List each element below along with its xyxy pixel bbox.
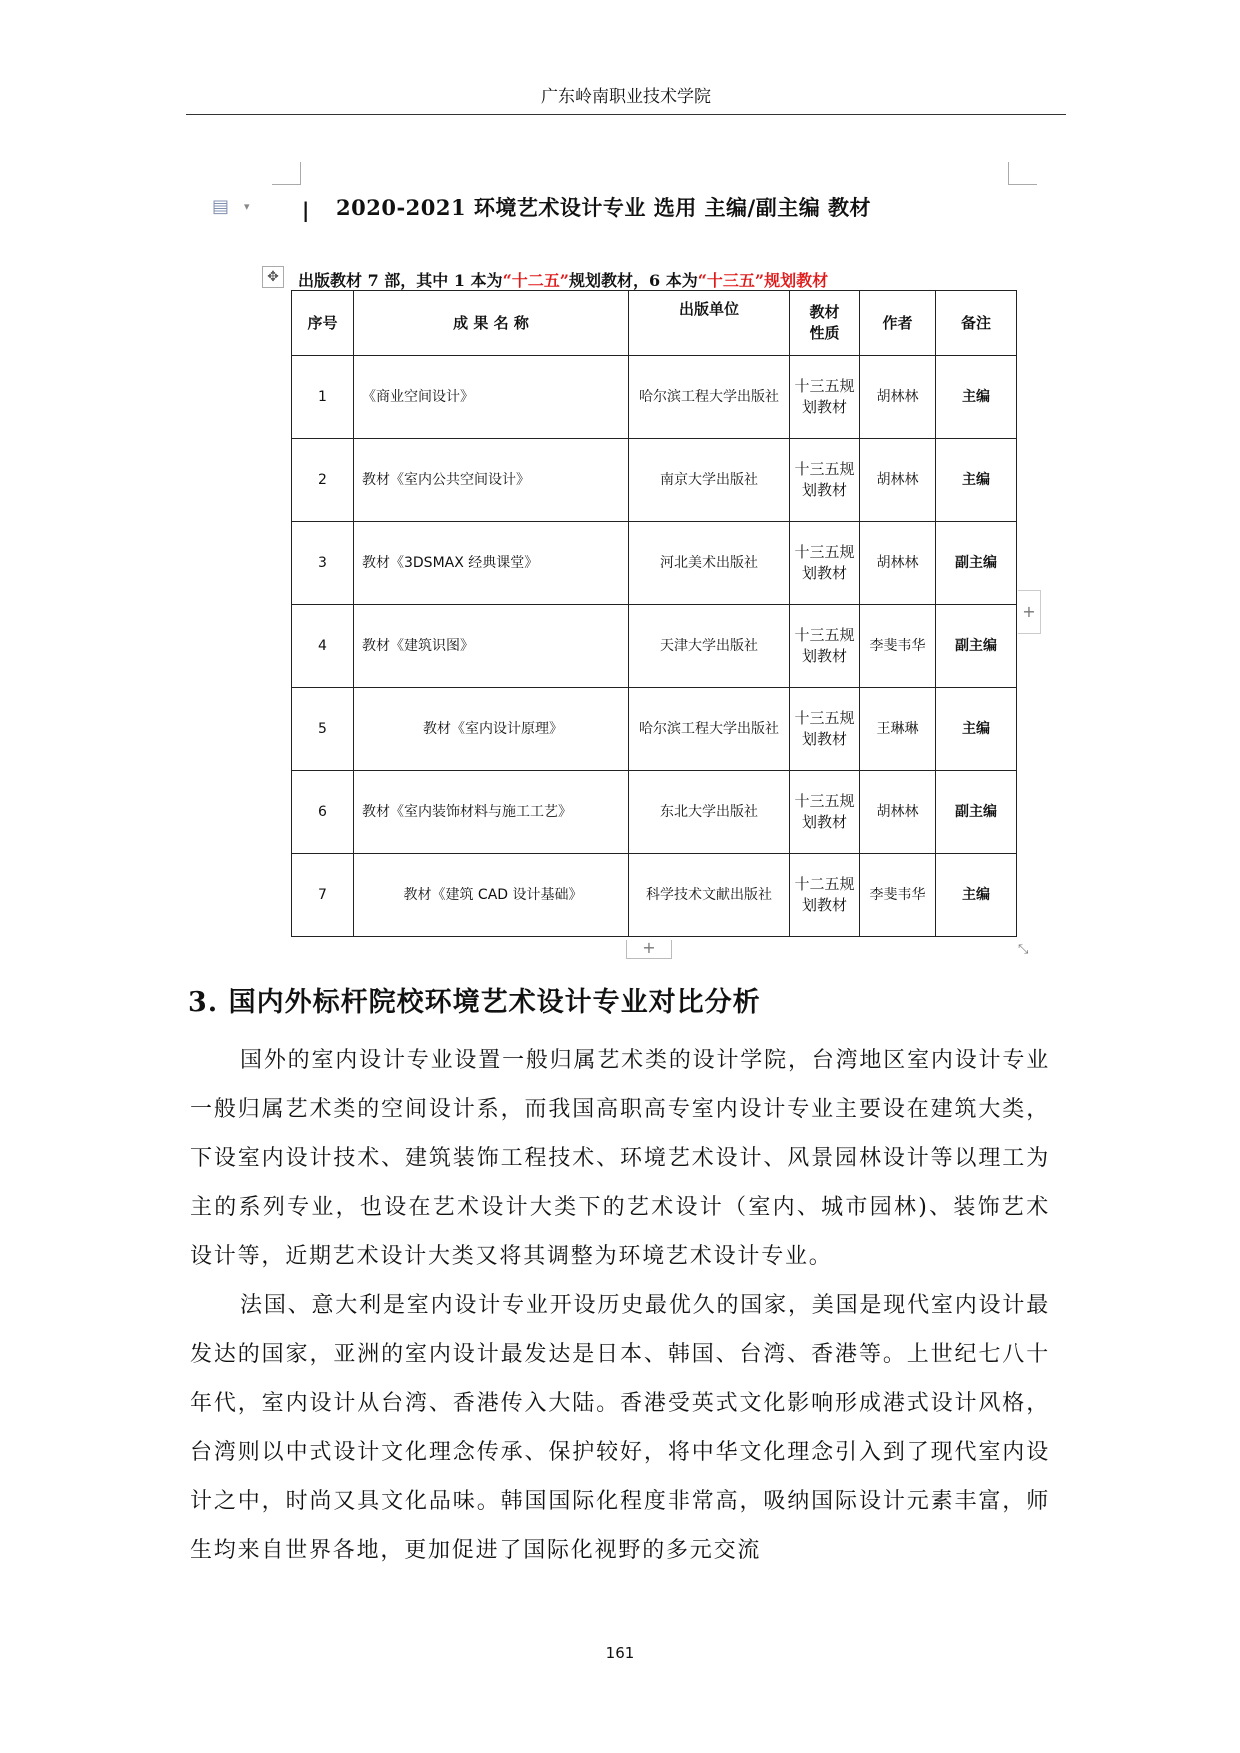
- textbook-table: [291, 290, 1017, 937]
- cell-publisher: 南京大学出版社: [629, 439, 790, 522]
- doc-heading: 2020-2021 环境艺术设计专业 选用 主编/副主编 教材: [336, 195, 872, 220]
- cell-name: 教材《室内公共空间设计》: [354, 439, 629, 522]
- cell-remark: 主编: [936, 854, 1017, 937]
- body-paragraph: 国外的室内设计专业设置一般归属艺术类的设计学院，台湾地区室内设计专业一般归属艺术类的空间设计系，而我国高职高专室内设计专业主要设在建筑大类，下设室内设计技术、建筑装饰工程技术、环境艺术设计、风景园林设计等以理工为主的系列专业，也设在艺术设计大类下的艺术设计（室内、城市园林)、装饰艺术设计等，近期艺术设计大类又将其调整为环境艺术设计专业。: [190, 1048, 1050, 1269]
- cell-no: 6: [292, 771, 354, 854]
- page-number: 161: [605, 1644, 635, 1662]
- caption-red2: “十三五”规划教材: [697, 271, 829, 290]
- cell-name: 教材《建筑识图》: [354, 605, 629, 688]
- cell-publisher: 科学技术文献出版社: [629, 854, 790, 937]
- cell-publisher: 哈尔滨工程大学出版社: [629, 688, 790, 771]
- text-cursor: |: [302, 198, 310, 222]
- cell-remark: 副主编: [936, 522, 1017, 605]
- cell-no: 7: [292, 854, 354, 937]
- section-title: 3. 国内外标杆院校环境艺术设计专业对比分析: [188, 987, 761, 1018]
- table-row: [292, 605, 1017, 688]
- cell-remark: 副主编: [936, 605, 1017, 688]
- table-row: [292, 356, 1017, 439]
- table-row: [292, 439, 1017, 522]
- page-header: [186, 82, 1066, 115]
- cell-remark: 主编: [936, 688, 1017, 771]
- cell-author: 李斐韦华: [860, 854, 936, 937]
- cell-remark: 副主编: [936, 771, 1017, 854]
- cell-nature: 十二五规划教材: [790, 854, 860, 937]
- table-row: [292, 688, 1017, 771]
- add-column-plus-icon[interactable]: +: [1018, 590, 1041, 634]
- cell-publisher: 哈尔滨工程大学出版社: [629, 356, 790, 439]
- table-row: [292, 771, 1017, 854]
- caption-part2: 规划教材，6 本为: [568, 271, 698, 290]
- cell-author: 胡林林: [860, 439, 936, 522]
- cell-no: 3: [292, 522, 354, 605]
- cell-nature: 十三五规划教材: [790, 439, 860, 522]
- header-author: 作者: [860, 291, 936, 356]
- cell-no: 5: [292, 688, 354, 771]
- chevron-down-icon[interactable]: ▾: [244, 200, 250, 213]
- cell-nature: 十三五规划教材: [790, 605, 860, 688]
- cell-author: 胡林林: [860, 522, 936, 605]
- header-remark: 备注: [936, 291, 1017, 356]
- cell-name: 《商业空间设计》: [354, 356, 629, 439]
- cell-nature: 十三五规划教材: [790, 688, 860, 771]
- margin-corner-right: [1008, 162, 1037, 185]
- table-caption: [298, 268, 828, 291]
- cell-name: 教材《建筑 CAD 设计基础》: [354, 854, 629, 937]
- cell-author: 胡林林: [860, 771, 936, 854]
- caption-part1: 出版教材 7 部，其中 1 本为: [298, 271, 503, 290]
- header-nature: 教材 性质: [790, 291, 860, 356]
- add-row-plus-icon[interactable]: +: [626, 940, 672, 959]
- cell-no: 4: [292, 605, 354, 688]
- body-paragraph: 法国、意大利是室内设计专业开设历史最优久的国家，美国是现代室内设计最发达的国家，亚洲的室内设计最发达是日本、韩国、台湾、香港等。上世纪七八十年代，室内设计从台湾、香港传入大陆。香港受英式文化影响形成港式设计风格，台湾则以中式设计文化理念传承、保护较好，将中华文化理念引入到了现代室内设计之中，时尚又具文化品味。韩国国际化程度非常高，吸纳国际设计元素丰富，师生均来自世界各地，更加促进了国际化视野的多元交流: [190, 1293, 1050, 1563]
- table-row: [292, 854, 1017, 937]
- cell-remark: 主编: [936, 356, 1017, 439]
- header-name: 成 果 名 称: [354, 291, 629, 356]
- cell-publisher: 天津大学出版社: [629, 605, 790, 688]
- table-row: [292, 522, 1017, 605]
- resize-icon[interactable]: ⤡: [1018, 942, 1029, 957]
- cell-author: 王琳琳: [860, 688, 936, 771]
- margin-corner-left: [272, 162, 301, 185]
- document-icon[interactable]: ▤: [212, 196, 230, 217]
- cell-author: 李斐韦华: [860, 605, 936, 688]
- header-no: 序号: [292, 291, 354, 356]
- cell-publisher: 东北大学出版社: [629, 771, 790, 854]
- cell-nature: 十三五规划教材: [790, 522, 860, 605]
- cell-name: 教材《室内设计原理》: [354, 688, 629, 771]
- cell-name: 教材《室内装饰材料与施工工艺》: [354, 771, 629, 854]
- cell-nature: 十三五规划教材: [790, 356, 860, 439]
- cell-remark: 主编: [936, 439, 1017, 522]
- cell-publisher: 河北美术出版社: [629, 522, 790, 605]
- cell-no: 2: [292, 439, 354, 522]
- cell-author: 胡林林: [860, 356, 936, 439]
- cell-nature: 十三五规划教材: [790, 771, 860, 854]
- cell-name: 教材《3DSMAX 经典课堂》: [354, 522, 629, 605]
- header-publisher: 出版单位: [629, 291, 790, 356]
- caption-red1: “十二五”: [502, 271, 569, 290]
- header-institution: 广东岭南职业技术学院: [541, 87, 711, 107]
- table-header-row: [292, 291, 1017, 356]
- move-handle-icon[interactable]: ✥: [262, 266, 284, 288]
- cell-no: 1: [292, 356, 354, 439]
